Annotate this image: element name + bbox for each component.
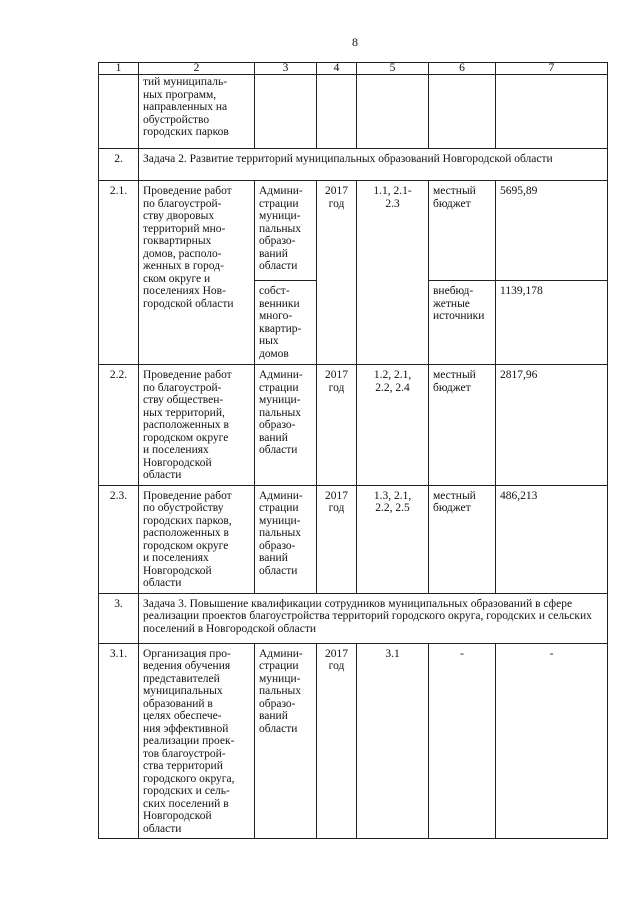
activity-name: Организация про- ведения обучения представителей муниципальных образований в целях обеспече- ния эффективной реализации проек- тов благоустрой- ства территорий городского округа, городских и сель- ских поселений в Новгородской области xyxy=(139,643,255,839)
column-number: 6 xyxy=(429,63,496,75)
column-number: 3 xyxy=(255,63,317,75)
funding-amount: 1139,178 xyxy=(496,281,608,365)
column-number: 4 xyxy=(317,63,357,75)
activity-name: Проведение работ по благоустрой- ству дворовых территорий мно- гоквартирных домов, располо- женных в город- ском округе и поселениях Нов- городской области xyxy=(139,181,255,365)
row-number: 2.3. xyxy=(99,485,139,593)
row-number: 3.1. xyxy=(99,643,139,839)
activity-name: Проведение работ по благоустрой- ству обществен- ных территорий, расположенных в городском округе и поселениях Новгородской области xyxy=(139,365,255,486)
executor: Админи- страции муници- пальных образо- ваний области xyxy=(255,643,317,839)
page-number: 8 xyxy=(352,35,358,49)
funding-amount: 5695,89 xyxy=(496,181,608,281)
deadline: 2017 год xyxy=(317,485,357,593)
activity-name: Проведение работ по обустройству городских парков, расположенных в городском округе и поселениях Новгородской области xyxy=(139,485,255,593)
funding-amount: 2817,96 xyxy=(496,365,608,486)
target-indicators: 3.1 xyxy=(357,643,429,839)
row-number: 2.1. xyxy=(99,181,139,365)
table-row xyxy=(99,365,608,486)
funding-source: - xyxy=(429,643,496,839)
column-number: 2 xyxy=(139,63,255,75)
target-indicators: 1.2, 2.1, 2.2, 2.4 xyxy=(357,365,429,486)
target-indicators: 1.1, 2.1- 2.3 xyxy=(357,181,429,365)
deadline: 2017 год xyxy=(317,181,357,365)
column-number: 7 xyxy=(496,63,608,75)
funding-source: местный бюджет xyxy=(429,485,496,593)
continuation-row xyxy=(99,75,608,149)
task-row xyxy=(99,149,608,181)
column-number: 5 xyxy=(357,63,429,75)
table-row xyxy=(99,181,608,281)
table-row xyxy=(99,643,608,839)
executor: собст- венники много- квартир- ных домов xyxy=(255,281,317,365)
target-indicators: 1.3, 2.1, 2.2, 2.5 xyxy=(357,485,429,593)
task-title: Задача 3. Повышение квалификации сотрудников муниципальных образований в сфере реализации проектов благоустройства территорий городского округа, городских и сельских поселений в Новгородской области xyxy=(139,593,608,643)
table-row xyxy=(99,485,608,593)
funding-amount: - xyxy=(496,643,608,839)
executor: Админи- страции муници- пальных образо- ваний области xyxy=(255,181,317,281)
deadline: 2017 год xyxy=(317,643,357,839)
executor: Админи- страции муници- пальных образо- ваний области xyxy=(255,485,317,593)
row-number: 2.2. xyxy=(99,365,139,486)
column-number: 1 xyxy=(99,63,139,75)
activities-table xyxy=(98,62,608,839)
task-number: 2. xyxy=(99,149,139,181)
funding-source: местный бюджет xyxy=(429,365,496,486)
task-number: 3. xyxy=(99,593,139,643)
deadline: 2017 год xyxy=(317,365,357,486)
column-number-row xyxy=(99,63,608,75)
task-title: Задача 2. Развитие территорий муниципальных образований Новгородской области xyxy=(139,149,608,181)
funding-source: местный бюджет xyxy=(429,181,496,281)
funding-amount: 486,213 xyxy=(496,485,608,593)
activity-name: тий муниципаль- ных программ, направленных на обустройство городских парков xyxy=(139,75,255,149)
funding-source: внебюд- жетные источники xyxy=(429,281,496,365)
executor: Админи- страции муници- пальных образо- ваний области xyxy=(255,365,317,486)
task-row xyxy=(99,593,608,643)
